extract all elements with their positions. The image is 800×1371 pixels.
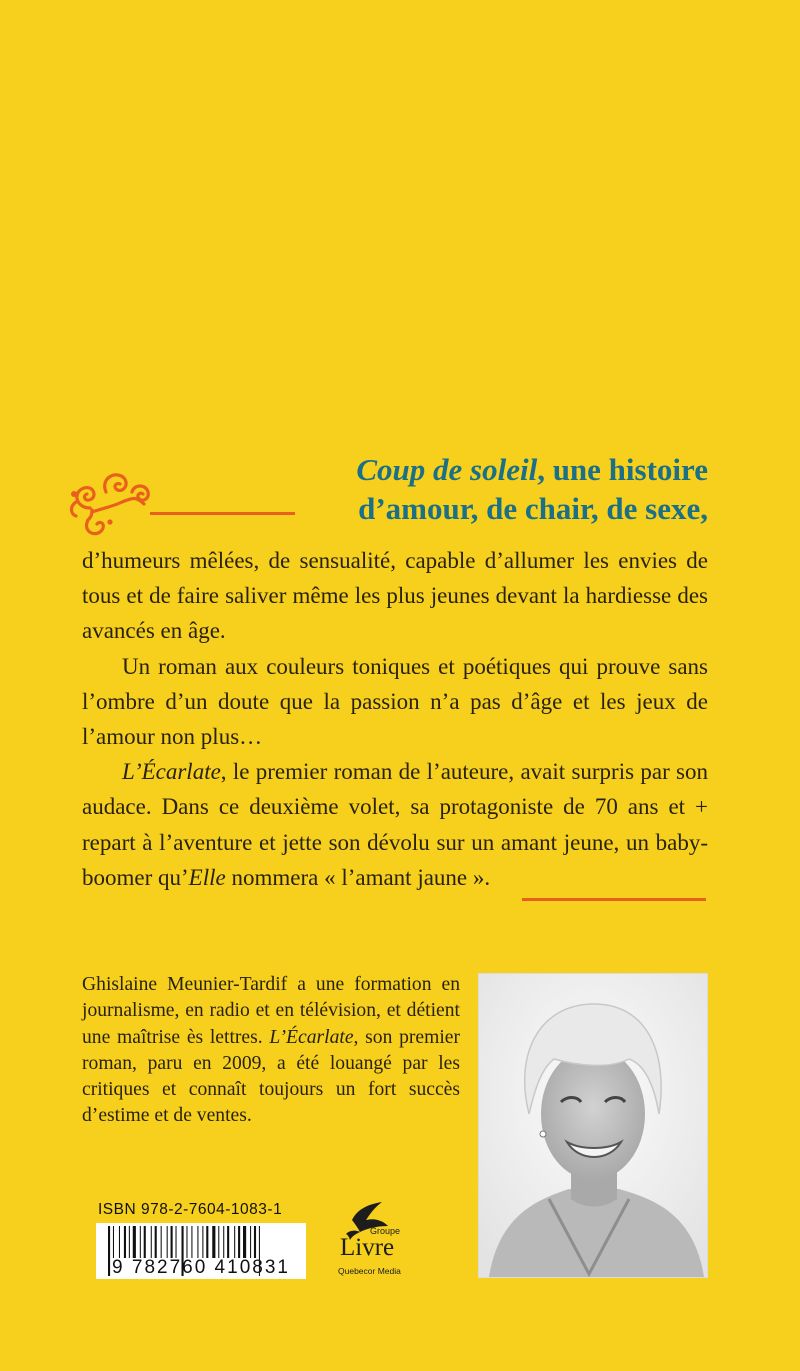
barcode-bar (197, 1226, 198, 1258)
barcode-bar (171, 1226, 173, 1258)
synopsis-paragraph-3: L’Écarlate, le premier roman de l’auteure, avait surpris par son audace. Dans ce deuxième volet, sa protagoniste de 70 ans et + repart à l’aventure et jette son dévolu sur un amant jeune, un baby-boomer qu’Elle nommera « l’amant jaune ». (82, 759, 708, 890)
barcode-bar (202, 1226, 203, 1258)
headline (250, 450, 708, 528)
synopsis (82, 543, 708, 895)
headline-text: , une histoire (537, 452, 708, 487)
publisher-media: Quebecor Media (338, 1266, 401, 1276)
barcode-bar (234, 1226, 235, 1258)
barcode-bar (113, 1226, 114, 1258)
author-photo (478, 973, 708, 1278)
barcode-bar (133, 1226, 136, 1258)
barcode-bar (250, 1226, 251, 1258)
barcode-digits: 9 782760 410831 (112, 1257, 290, 1278)
book-title: Coup de soleil (356, 452, 538, 487)
barcode-bar (212, 1226, 215, 1258)
barcode-bar (129, 1226, 130, 1258)
closing-rule (522, 898, 706, 901)
publisher-groupe: Groupe (370, 1226, 401, 1236)
barcode-bar (223, 1226, 224, 1258)
barcode-bar (191, 1226, 192, 1258)
barcode-bar (119, 1226, 120, 1258)
barcode (96, 1223, 306, 1279)
barcode-bar (227, 1226, 229, 1258)
synopsis-paragraph-1: d’humeurs mêlées, de sensualité, capable d’allumer les envies de tous et de faire saliver même les plus jeunes devant la hardiesse des avancés en âge. (82, 548, 708, 644)
barcode-bar (144, 1226, 146, 1258)
barcode-bar (155, 1226, 157, 1258)
barcode-bar (238, 1226, 240, 1258)
barcode-bar (124, 1226, 126, 1258)
barcode-bar (218, 1226, 219, 1258)
synopsis-paragraph-2: Un roman aux couleurs toniques et poétiques qui prouve sans l’ombre d’un doute que la passion n’a pas d’âge et les jeux de l’amour non plus… (82, 653, 708, 750)
barcode-bar (186, 1226, 187, 1258)
barcode-bar (206, 1226, 208, 1258)
previous-book-title: L’Écarlate (122, 759, 221, 785)
barcode-bar (161, 1226, 162, 1258)
barcode-bar (167, 1226, 168, 1258)
swirl-ornament-icon (62, 462, 157, 542)
bio-book-title: L’Écarlate (269, 1026, 354, 1048)
barcode-bar (254, 1226, 256, 1258)
isbn-label: ISBN 978-2-7604-1083-1 (98, 1201, 283, 1218)
barcode-bar (176, 1226, 177, 1258)
headline-line-2: d’amour, de chair, de sexe, (358, 491, 708, 526)
publisher-livre: Livre (340, 1234, 395, 1261)
barcode-bar (243, 1226, 246, 1258)
author-bio: Ghislaine Meunier-Tardif a une formation en journalisme, en radio et en télévision, et détient une maîtrise ès lettres. L’Écarlate, son premier roman, paru en 2009, a été louangé par les critiques et connaît toujours un fort succès d’estime et de ventes. (82, 974, 460, 1127)
barcode-bar (140, 1226, 141, 1258)
headline-line-1 (250, 450, 708, 489)
elle-word: Elle (188, 864, 226, 890)
barcode-bar (151, 1226, 152, 1258)
